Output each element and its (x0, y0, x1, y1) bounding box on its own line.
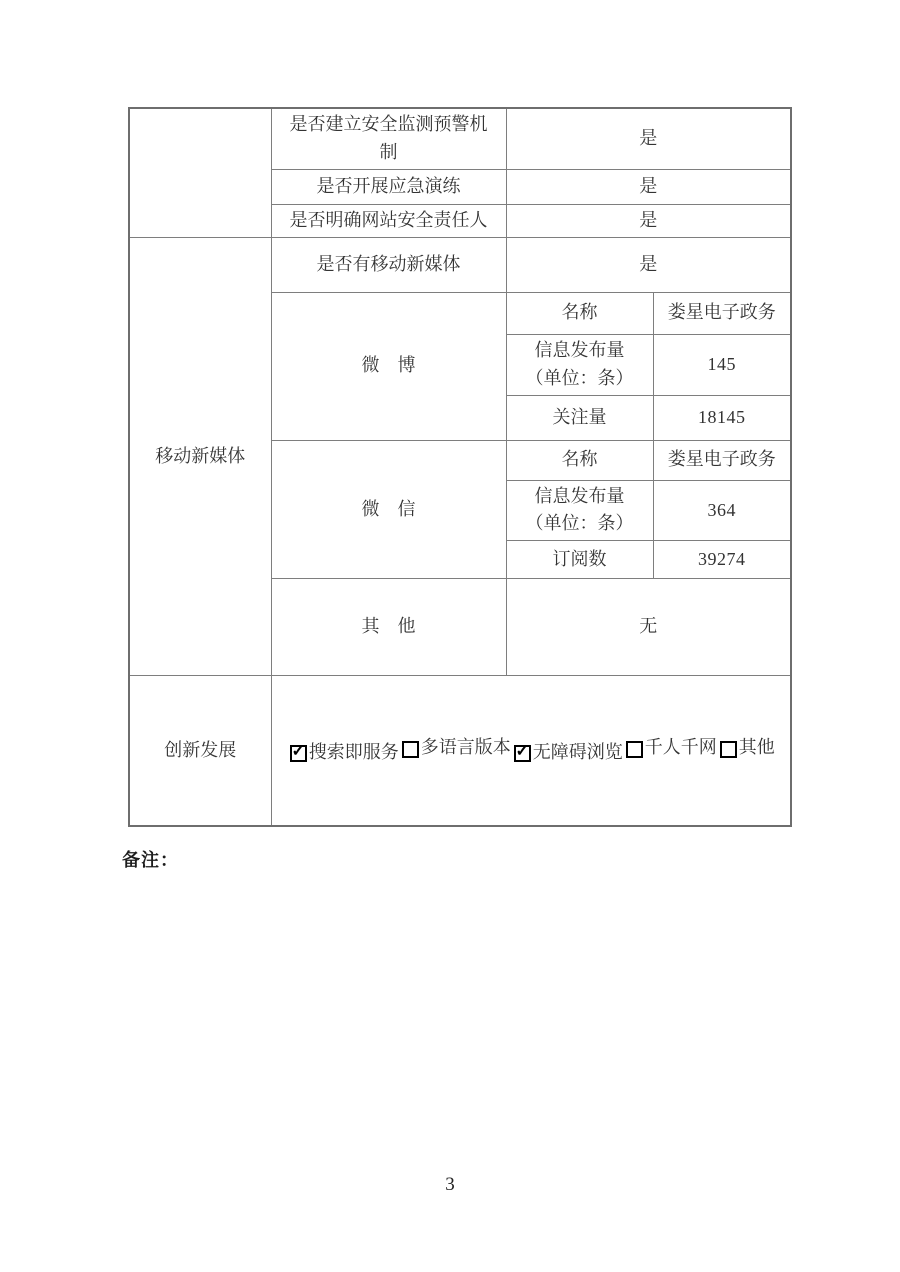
wechat-name-label-cell: 名称 (506, 440, 653, 480)
innovation-option (511, 739, 623, 767)
checkbox-checked-icon: ✓ (514, 745, 531, 762)
wechat-posts-value-cell: 364 (653, 480, 791, 541)
weibo-name-label-cell: 名称 (506, 292, 653, 334)
has-mobile-media-label-cell: 是否有移动新媒体 (271, 237, 506, 292)
innovation-option (623, 734, 717, 762)
security-monitor-label-cell (271, 108, 506, 169)
other-media-label-cell: 其 他 (271, 579, 506, 676)
security-monitor-value-cell: 是 (506, 108, 791, 169)
wechat-subscribers-value-cell: 39274 (653, 541, 791, 579)
innovation-option-label: 无障碍浏览 (532, 741, 623, 762)
wechat-platform-cell: 微 信 (271, 440, 506, 579)
security-officer-value-cell: 是 (506, 204, 791, 237)
table-row (129, 676, 791, 826)
innovation-option-label: 千人千网 (644, 737, 717, 758)
innovation-option-label: 多语言版本 (420, 737, 511, 758)
weibo-posts-value-cell: 145 (653, 334, 791, 395)
table-row (129, 108, 791, 169)
weibo-name-value-cell: 娄星电子政务 (653, 292, 791, 334)
innovation-option (287, 739, 399, 767)
innovation-option (399, 734, 511, 762)
wechat-name-value-cell: 娄星电子政务 (653, 440, 791, 480)
wechat-posts-label-cell (506, 480, 653, 541)
row-label-line2: （单位：条） (525, 513, 634, 534)
emergency-drill-value-cell: 是 (506, 169, 791, 204)
section-cell-innovation: 创新发展 (129, 676, 271, 826)
weibo-followers-value-cell: 18145 (653, 395, 791, 440)
emergency-drill-label-cell: 是否开展应急演练 (271, 169, 506, 204)
weibo-followers-label-cell: 关注量 (506, 395, 653, 440)
page-number: 3 (445, 1174, 455, 1195)
row-label-line2: （单位：条） (525, 367, 634, 388)
innovation-option (717, 734, 775, 762)
innovation-option-label: 搜索即服务 (308, 741, 399, 762)
checkbox-unchecked-icon (720, 741, 737, 758)
wechat-subscribers-label-cell: 订阅数 (506, 541, 653, 579)
row-label-line1: 信息发布量 (534, 485, 625, 506)
row-label-line1: 信息发布量 (534, 339, 625, 360)
innovation-options-cell (271, 676, 791, 826)
row-label: 是否建立安全监测预警机制 (289, 114, 488, 162)
annual-report-table (128, 107, 792, 827)
section-cell-empty (129, 108, 271, 237)
weibo-platform-cell: 微 博 (271, 292, 506, 440)
checkbox-checked-icon: ✓ (290, 745, 307, 762)
other-media-value-cell: 无 (506, 579, 791, 676)
notes-label: 备注： (122, 850, 179, 870)
weibo-posts-label-cell (506, 334, 653, 395)
security-officer-label-cell: 是否明确网站安全责任人 (271, 204, 506, 237)
table-row (129, 237, 791, 292)
checkbox-unchecked-icon (626, 741, 643, 758)
checkbox-unchecked-icon (402, 741, 419, 758)
innovation-checkbox-line (276, 734, 787, 766)
innovation-option-label: 其他 (738, 737, 775, 758)
section-cell-mobile-media: 移动新媒体 (129, 237, 271, 676)
has-mobile-media-value-cell: 是 (506, 237, 791, 292)
